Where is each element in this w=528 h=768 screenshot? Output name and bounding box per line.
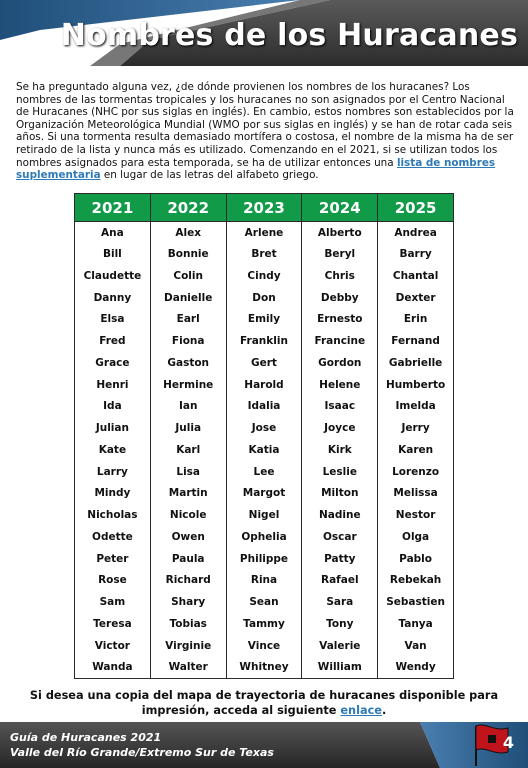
hurricane-name-cell: Ophelia bbox=[226, 526, 302, 548]
hurricane-name-cell: Andrea bbox=[378, 222, 454, 244]
hurricane-name-cell: Alex bbox=[150, 222, 226, 244]
hurricane-name-cell: Nicholas bbox=[75, 504, 151, 526]
hurricane-name-cell: Richard bbox=[150, 570, 226, 592]
hurricane-name-cell: Ernesto bbox=[302, 309, 378, 331]
hurricane-name-cell: Idalia bbox=[226, 396, 302, 418]
year-header: 2021 bbox=[75, 194, 151, 222]
map-link[interactable]: enlace bbox=[340, 704, 382, 717]
hurricane-name-cell: Harold bbox=[226, 374, 302, 396]
hurricane-name-cell: Melissa bbox=[378, 483, 454, 505]
hurricane-name-cell: Grace bbox=[75, 352, 151, 374]
hurricane-name-cell: Ana bbox=[75, 222, 151, 244]
hurricane-name-cell: Tammy bbox=[226, 613, 302, 635]
hurricane-name-cell: Katia bbox=[226, 439, 302, 461]
hurricane-name-cell: Teresa bbox=[75, 613, 151, 635]
hurricane-name-cell: Tobias bbox=[150, 613, 226, 635]
hurricane-name-cell: Lee bbox=[226, 461, 302, 483]
table-row bbox=[75, 526, 454, 548]
hurricane-name-cell: Kate bbox=[75, 439, 151, 461]
hurricane-name-cell: Alberto bbox=[302, 222, 378, 244]
hurricane-name-cell: Chantal bbox=[378, 265, 454, 287]
hurricane-name-cell: Arlene bbox=[226, 222, 302, 244]
hurricane-name-cell: Wendy bbox=[378, 657, 454, 679]
hurricane-name-cell: Oscar bbox=[302, 526, 378, 548]
hurricane-name-cell: Sebastien bbox=[378, 591, 454, 613]
hurricane-name-cell: Philippe bbox=[226, 548, 302, 570]
hurricane-name-cell: Karl bbox=[150, 439, 226, 461]
year-header: 2022 bbox=[150, 194, 226, 222]
footer-text bbox=[10, 730, 274, 760]
table-row bbox=[75, 222, 454, 244]
hurricane-name-cell: Victor bbox=[75, 635, 151, 657]
hurricane-name-cell: Peter bbox=[75, 548, 151, 570]
table-row bbox=[75, 417, 454, 439]
table-row bbox=[75, 591, 454, 613]
hurricane-name-cell: Isaac bbox=[302, 396, 378, 418]
hurricane-name-cell: Mindy bbox=[75, 483, 151, 505]
hurricane-name-cell: Imelda bbox=[378, 396, 454, 418]
hurricane-name-cell: Rose bbox=[75, 570, 151, 592]
hurricane-name-cell: Julia bbox=[150, 417, 226, 439]
hurricane-name-cell: Olga bbox=[378, 526, 454, 548]
intro-paragraph bbox=[16, 81, 516, 182]
hurricane-name-cell: Pablo bbox=[378, 548, 454, 570]
hurricane-name-cell: Valerie bbox=[302, 635, 378, 657]
table-row bbox=[75, 548, 454, 570]
hurricane-name-cell: Dexter bbox=[378, 287, 454, 309]
year-header: 2023 bbox=[226, 194, 302, 222]
year-header: 2024 bbox=[302, 194, 378, 222]
hurricane-name-cell: Van bbox=[378, 635, 454, 657]
intro-text: Se ha preguntado alguna vez, ¿de dónde provienen los nombres de los huracanes? Los nombres de las tormentas tropicales y los huracanes no son asignados por el Centro Nacional de Huracanes (NHC por sus siglas en inglés). En cambio, estos nombres son establecidos por la Organización Meteorológica Mundial (WMO por sus siglas en inglés) y se han de rotar cada seis años. Si una tormenta resulta demasiado mortífera o costosa, el nombre de la misma ha de ser retirado de la lista y nunca más es utilizado. Comenzando en el 2021, si se utilizan todos los nombres asignados para esta temporada, se ha de utilizar entonces una bbox=[16, 81, 514, 169]
hurricane-name-cell: Patty bbox=[302, 548, 378, 570]
hurricane-name-cell: Wanda bbox=[75, 657, 151, 679]
hurricane-name-cell: Rebekah bbox=[378, 570, 454, 592]
footer-bar bbox=[0, 722, 528, 768]
hurricane-name-cell: Humberto bbox=[378, 374, 454, 396]
hurricane-name-cell: Leslie bbox=[302, 461, 378, 483]
region-name: Valle del Río Grande/Extremo Sur de Texas bbox=[10, 746, 274, 759]
hurricane-name-cell: Kirk bbox=[302, 439, 378, 461]
hurricane-name-cell: Ian bbox=[150, 396, 226, 418]
hurricane-name-cell: Lorenzo bbox=[378, 461, 454, 483]
hurricane-name-cell: Elsa bbox=[75, 309, 151, 331]
hurricane-name-cell: Owen bbox=[150, 526, 226, 548]
intro-text-end: en lugar de las letras del alfabeto griego. bbox=[100, 169, 319, 182]
hurricane-name-cell: Rafael bbox=[302, 570, 378, 592]
hurricane-name-cell: Gaston bbox=[150, 352, 226, 374]
hurricane-name-cell: Nicole bbox=[150, 504, 226, 526]
hurricane-name-cell: Karen bbox=[378, 439, 454, 461]
hurricane-name-cell: Claudette bbox=[75, 265, 151, 287]
hurricane-name-cell: Martin bbox=[150, 483, 226, 505]
table-header-row bbox=[75, 194, 454, 222]
hurricane-name-cell: Whitney bbox=[226, 657, 302, 679]
hurricane-name-cell: Barry bbox=[378, 243, 454, 265]
hurricane-name-cell: Ida bbox=[75, 396, 151, 418]
hurricane-name-cell: Tony bbox=[302, 613, 378, 635]
hurricane-name-cell: Fernand bbox=[378, 330, 454, 352]
hurricane-name-cell: Joyce bbox=[302, 417, 378, 439]
table-row bbox=[75, 570, 454, 592]
table-row bbox=[75, 330, 454, 352]
hurricane-name-cell: Erin bbox=[378, 309, 454, 331]
table-row bbox=[75, 635, 454, 657]
hurricane-name-cell: Cindy bbox=[226, 265, 302, 287]
table-row bbox=[75, 309, 454, 331]
table-row bbox=[75, 287, 454, 309]
header-banner bbox=[0, 0, 528, 66]
supplemental-names-link[interactable]: lista de nombres suplementaria bbox=[16, 156, 496, 182]
table-row bbox=[75, 483, 454, 505]
hurricane-name-cell: Nadine bbox=[302, 504, 378, 526]
hurricane-name-cell: Sara bbox=[302, 591, 378, 613]
hurricane-name-cell: Bret bbox=[226, 243, 302, 265]
hurricane-name-cell: Henri bbox=[75, 374, 151, 396]
hurricane-name-cell: Lisa bbox=[150, 461, 226, 483]
hurricane-names-table bbox=[74, 193, 454, 679]
guide-title: Guía de Huracanes 2021 bbox=[10, 731, 162, 744]
hurricane-name-cell: Bonnie bbox=[150, 243, 226, 265]
table-body bbox=[75, 222, 454, 679]
table-row bbox=[75, 461, 454, 483]
hurricane-name-cell: Debby bbox=[302, 287, 378, 309]
hurricane-name-cell: Chris bbox=[302, 265, 378, 287]
hurricane-name-cell: Margot bbox=[226, 483, 302, 505]
table-row bbox=[75, 352, 454, 374]
year-header: 2025 bbox=[378, 194, 454, 222]
hurricane-name-cell: Jerry bbox=[378, 417, 454, 439]
hurricane-name-cell: William bbox=[302, 657, 378, 679]
hurricane-name-cell: Vince bbox=[226, 635, 302, 657]
hurricane-name-cell: Gert bbox=[226, 352, 302, 374]
hurricane-name-cell: Odette bbox=[75, 526, 151, 548]
table-row bbox=[75, 657, 454, 679]
hurricane-name-cell: Julian bbox=[75, 417, 151, 439]
hurricane-name-cell: Virginie bbox=[150, 635, 226, 657]
hurricane-name-cell: Sam bbox=[75, 591, 151, 613]
hurricane-name-cell: Fred bbox=[75, 330, 151, 352]
table-row bbox=[75, 243, 454, 265]
hurricane-name-cell: Hermine bbox=[150, 374, 226, 396]
hurricane-name-cell: Danny bbox=[75, 287, 151, 309]
hurricane-name-cell: Gabrielle bbox=[378, 352, 454, 374]
table-row bbox=[75, 613, 454, 635]
page-number: 4 bbox=[502, 733, 514, 752]
hurricane-name-cell: Milton bbox=[302, 483, 378, 505]
hurricane-name-cell: Francine bbox=[302, 330, 378, 352]
hurricane-name-cell: Emily bbox=[226, 309, 302, 331]
hurricane-name-cell: Colin bbox=[150, 265, 226, 287]
hurricane-name-cell: Larry bbox=[75, 461, 151, 483]
hurricane-name-cell: Beryl bbox=[302, 243, 378, 265]
hurricane-name-cell: Fiona bbox=[150, 330, 226, 352]
hurricane-name-cell: Helene bbox=[302, 374, 378, 396]
table-row bbox=[75, 396, 454, 418]
hurricane-name-cell: Gordon bbox=[302, 352, 378, 374]
note-text: Si desea una copia del mapa de trayectoria de huracanes disponible para impresión, acceda al siguiente bbox=[29, 689, 499, 717]
hurricane-name-cell: Earl bbox=[150, 309, 226, 331]
table-row bbox=[75, 265, 454, 287]
hurricane-name-cell: Jose bbox=[226, 417, 302, 439]
note-text-end: . bbox=[381, 704, 387, 717]
hurricane-name-cell: Paula bbox=[150, 548, 226, 570]
hurricane-name-cell: Tanya bbox=[378, 613, 454, 635]
hurricane-name-cell: Nestor bbox=[378, 504, 454, 526]
hurricane-name-cell: Franklin bbox=[226, 330, 302, 352]
map-download-note bbox=[10, 688, 518, 718]
table-row bbox=[75, 439, 454, 461]
hurricane-name-cell: Danielle bbox=[150, 287, 226, 309]
hurricane-name-cell: Rina bbox=[226, 570, 302, 592]
table-row bbox=[75, 374, 454, 396]
hurricane-name-cell: Shary bbox=[150, 591, 226, 613]
hurricane-name-cell: Walter bbox=[150, 657, 226, 679]
hurricane-name-cell: Don bbox=[226, 287, 302, 309]
hurricane-name-cell: Bill bbox=[75, 243, 151, 265]
table-row bbox=[75, 504, 454, 526]
page-title: Nombres de los Huracanes bbox=[60, 18, 518, 53]
hurricane-name-cell: Sean bbox=[226, 591, 302, 613]
hurricane-name-cell: Nigel bbox=[226, 504, 302, 526]
